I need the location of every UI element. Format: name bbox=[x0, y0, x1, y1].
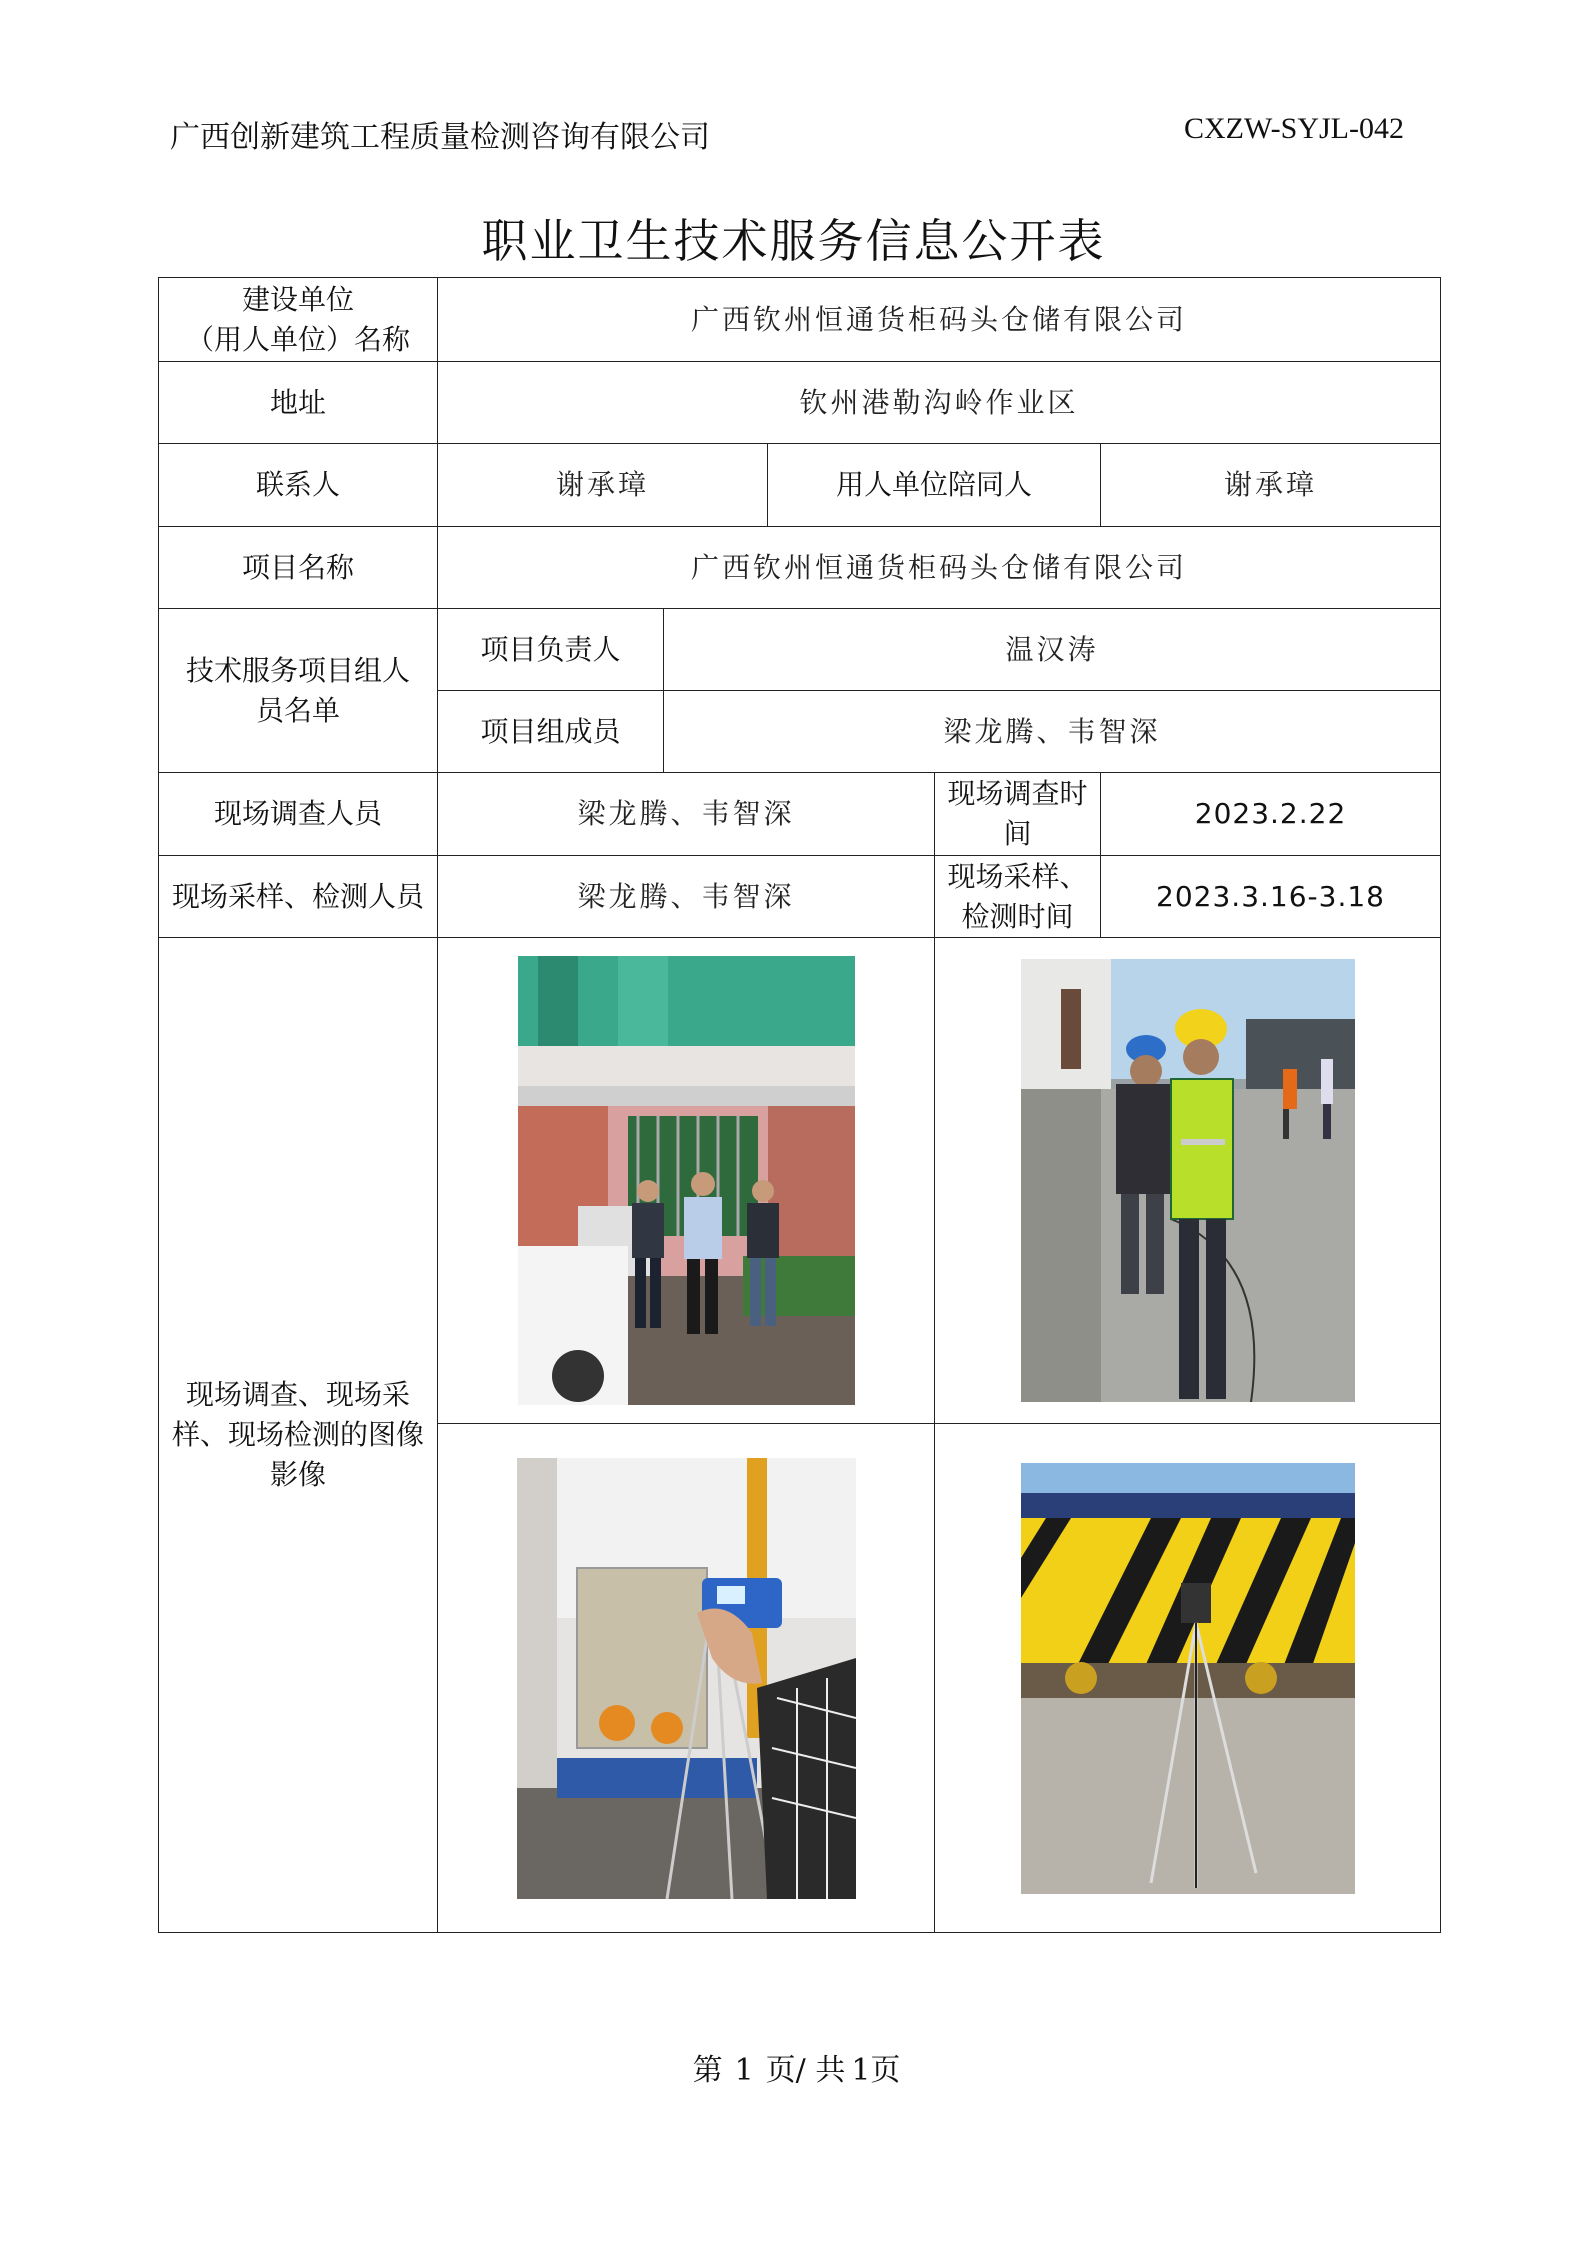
contact-label: 联系人 bbox=[159, 444, 438, 527]
leader-label: 项目负责人 bbox=[438, 609, 664, 691]
document-code: CXZW-SYJL-042 bbox=[1184, 112, 1404, 145]
footer-mid: 页/ 共 bbox=[765, 2053, 846, 2088]
footer-total: 1 bbox=[851, 2053, 871, 2088]
escort-label: 用人单位陪同人 bbox=[768, 444, 1101, 527]
address-label: 地址 bbox=[159, 362, 438, 444]
employer-value: 广西钦州恒通货柜码头仓储有限公司 bbox=[438, 278, 1441, 362]
images-label-line2: 样、现场检测的图像 bbox=[171, 1418, 424, 1451]
row-address bbox=[159, 362, 1441, 444]
survey-time-label: 现场调查时间 bbox=[935, 773, 1101, 856]
members-value: 梁龙腾、韦智深 bbox=[664, 691, 1441, 773]
row-survey bbox=[159, 773, 1441, 856]
team-label-line1: 技术服务项目组人 bbox=[185, 653, 410, 687]
sampling-time-label: 现场采样、检测时间 bbox=[935, 856, 1101, 938]
escort-value: 谢承璋 bbox=[1101, 444, 1441, 527]
footer-prefix: 第 bbox=[692, 2053, 723, 2088]
photo-cell-1 bbox=[438, 938, 935, 1424]
sampling-time-value: 2023.3.16-3.18 bbox=[1101, 856, 1441, 938]
info-table bbox=[158, 277, 1441, 1933]
photo-cell-4 bbox=[935, 1424, 1441, 1933]
leader-value: 温汉涛 bbox=[664, 609, 1441, 691]
footer-suffix: 页 bbox=[870, 2053, 901, 2088]
survey-staff-label: 现场调查人员 bbox=[159, 773, 438, 856]
team-label-line2: 员名单 bbox=[255, 693, 340, 727]
members-label: 项目组成员 bbox=[438, 691, 664, 773]
project-value: 广西钦州恒通货柜码头仓储有限公司 bbox=[438, 527, 1441, 609]
photo-cell-2 bbox=[935, 938, 1441, 1424]
address-value: 钦州港勒沟岭作业区 bbox=[438, 362, 1441, 444]
survey-staff-value: 梁龙腾、韦智深 bbox=[438, 773, 935, 856]
photo-outdoor-site-survey bbox=[1021, 959, 1355, 1402]
employer-label-line2: （用人单位）名称 bbox=[185, 322, 410, 356]
row-team-leader bbox=[159, 609, 1441, 691]
company-name: 广西创新建筑工程质量检测咨询有限公司 bbox=[170, 120, 710, 155]
row-project bbox=[159, 527, 1441, 609]
page-footer bbox=[0, 2045, 1587, 2089]
sampling-staff-label: 现场采样、检测人员 bbox=[159, 856, 438, 938]
page-title: 职业卫生技术服务信息公开表 bbox=[481, 214, 1106, 268]
row-images-top bbox=[159, 938, 1441, 1424]
team-label bbox=[159, 609, 438, 773]
survey-time-value: 2023.2.22 bbox=[1101, 773, 1441, 856]
photo-indoor-detector-measurement bbox=[517, 1458, 856, 1899]
images-label-line3: 影像 bbox=[269, 1458, 326, 1491]
project-label: 项目名称 bbox=[159, 527, 438, 609]
images-label-line1: 现场调查、现场采 bbox=[185, 1378, 410, 1411]
row-contact bbox=[159, 444, 1441, 527]
employer-label bbox=[159, 278, 438, 362]
photo-group-in-front-of-building bbox=[518, 956, 855, 1405]
photo-cell-3 bbox=[438, 1424, 935, 1933]
sampling-staff-value: 梁龙腾、韦智深 bbox=[438, 856, 935, 938]
footer-page-number: 1 bbox=[734, 2053, 754, 2088]
employer-label-line1: 建设单位 bbox=[241, 282, 354, 316]
images-label bbox=[159, 938, 438, 1933]
contact-value: 谢承璋 bbox=[438, 444, 768, 527]
row-employer bbox=[159, 278, 1441, 362]
row-sampling bbox=[159, 856, 1441, 938]
photo-tripod-noise-measurement bbox=[1021, 1463, 1355, 1894]
